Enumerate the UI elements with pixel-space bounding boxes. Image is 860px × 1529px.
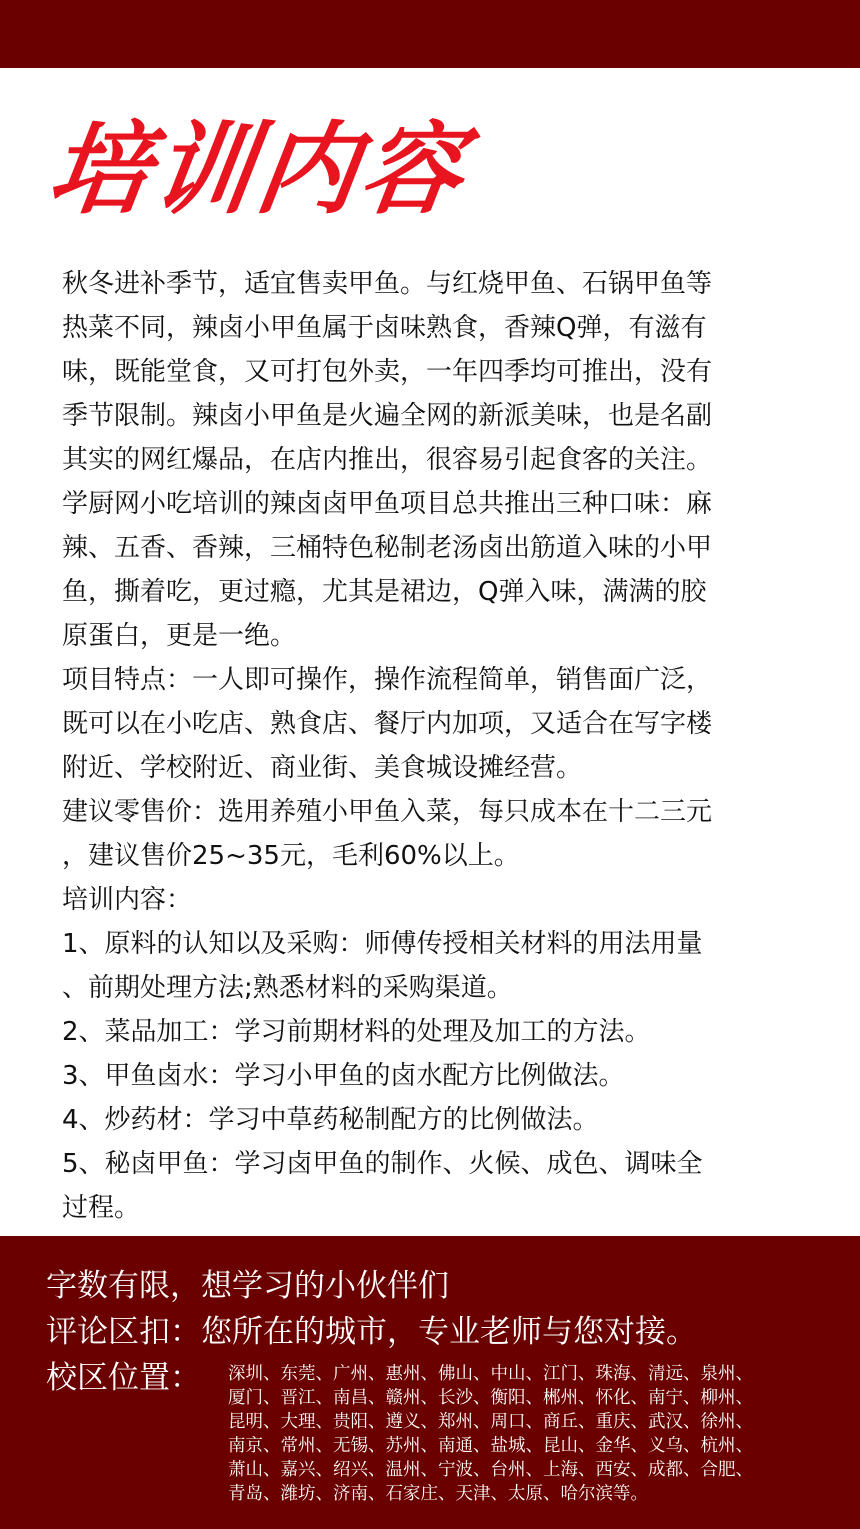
article-line: ，建议售价25~35元，毛利60%以上。 <box>62 841 520 871</box>
article-line: 4、炒药材：学习中草药秘制配方的比例做法。 <box>62 1105 599 1135</box>
city-line: 萧山、嘉兴、绍兴、温州、宁波、台州、上海、西安、成都、合肥、 <box>228 1460 753 1480</box>
article-line: 项目特点：一人即可操作，操作流程简单，销售面广泛， <box>62 665 713 695</box>
footer-comment-prompt: 评论区扣：您所在的城市，专业老师与您对接。 <box>46 1314 697 1350</box>
city-line: 厦门、晋江、南昌、赣州、长沙、衡阳、郴州、怀化、南宁、柳州、 <box>228 1388 753 1408</box>
top-banner <box>0 0 860 68</box>
campus-city-list <box>228 1362 828 1506</box>
article-line: 、前期处理方法;熟悉材料的采购渠道。 <box>62 973 513 1003</box>
article-line: 过程。 <box>62 1193 141 1223</box>
article-line: 1、原料的认知以及采购：师傅传授相关材料的用法用量 <box>62 929 703 959</box>
city-line: 昆明、大理、贵阳、遵义、郑州、周口、商丘、重庆、武汉、徐州、 <box>228 1412 753 1432</box>
city-line: 青岛、潍坊、济南、石家庄、天津、太原、哈尔滨等。 <box>228 1484 648 1504</box>
article-line: 附近、学校附近、商业街、美食城设摊经营。 <box>62 753 583 783</box>
footer-notice: 字数有限，想学习的小伙伴们 <box>46 1268 449 1304</box>
article-line: 季节限制。辣卤小甲鱼是火遍全网的新派美味，也是名副 <box>62 401 713 431</box>
main-content <box>0 68 860 1236</box>
article-body <box>62 262 802 1230</box>
city-line: 深圳、东莞、广州、惠州、佛山、中山、江门、珠海、清远、泉州、 <box>228 1364 753 1384</box>
page-title: 培训内容 <box>41 111 474 228</box>
article-line: 培训内容： <box>62 885 193 915</box>
article-line: 鱼，撕着吃，更过瘾，尤其是裙边，Q弹入味，满满的胶 <box>62 577 707 607</box>
article-line: 学厨网小吃培训的辣卤卤甲鱼项目总共推出三种口味：麻 <box>62 489 713 519</box>
footer-banner <box>0 1236 860 1529</box>
article-line: 2、菜品加工：学习前期材料的处理及加工的方法。 <box>62 1017 651 1047</box>
article-line: 5、秘卤甲鱼：学习卤甲鱼的制作、火候、成色、调味全 <box>62 1149 703 1179</box>
article-line: 热菜不同，辣卤小甲鱼属于卤味熟食，香辣Q弹，有滋有 <box>62 313 707 343</box>
article-line: 建议零售价：选用养殖小甲鱼入菜，每只成本在十二三元 <box>62 797 713 827</box>
article-line: 原蛋白，更是一绝。 <box>62 621 297 651</box>
article-line: 其实的网红爆品，在店内推出，很容易引起食客的关注。 <box>62 445 713 475</box>
article-line: 辣、五香、香辣，三桶特色秘制老汤卤出筋道入味的小甲 <box>62 533 713 563</box>
article-line: 味，既能堂食，又可打包外卖，一年四季均可推出，没有 <box>62 357 713 387</box>
article-line: 既可以在小吃店、熟食店、餐厅内加项，又适合在写字楼 <box>62 709 713 739</box>
article-line: 3、甲鱼卤水：学习小甲鱼的卤水配方比例做法。 <box>62 1061 625 1091</box>
city-line: 南京、常州、无锡、苏州、南通、盐城、昆山、金华、义乌、杭州、 <box>228 1436 753 1456</box>
campus-label: 校区位置： <box>46 1360 201 1396</box>
article-line: 秋冬进补季节，适宜售卖甲鱼。与红烧甲鱼、石锅甲鱼等 <box>62 269 713 299</box>
